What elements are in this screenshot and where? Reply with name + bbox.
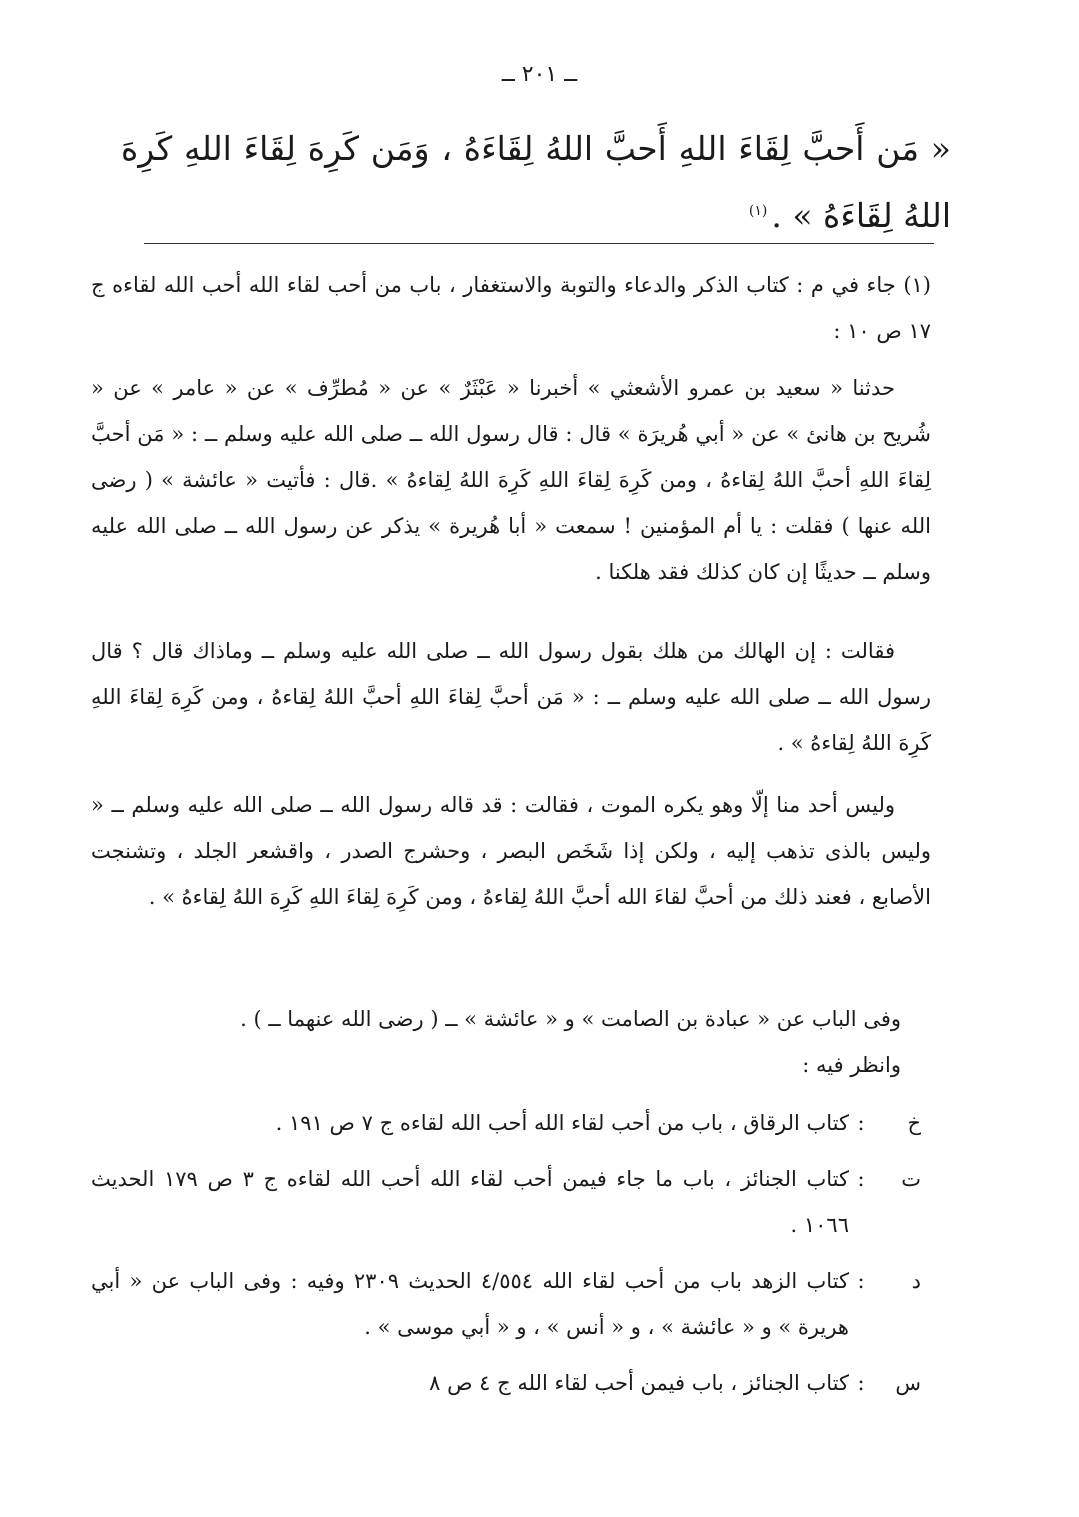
reference-separator: : bbox=[857, 1111, 865, 1135]
reference-list bbox=[91, 1100, 921, 1416]
reference-item bbox=[91, 1100, 921, 1146]
page-number: ــ ٢٠١ ــ bbox=[501, 62, 578, 87]
see-also-line-1: وفى الباب عن « عبادة بن الصامت » و « عائشة » ــ ( رضى الله عنهما ــ ) . bbox=[240, 1007, 901, 1031]
reference-separator: : bbox=[857, 1167, 865, 1191]
footnote-heading: (١) جاء في م : كتاب الذكر والدعاء والتوبة والاستغفار ، باب من أحب لقاء الله أحب الله لقاءه ج ١٧ ص ١٠ : bbox=[91, 273, 931, 343]
reference-text: كتاب الزهد باب من أحب لقاء الله ٤/٥٥٤ الحديث ٢٣٠٩ وفيه : وفى الباب عن « أبي هريرة » و « عائشة » ، و « أنس » ، و « أبي موسى » . bbox=[91, 1269, 849, 1339]
footnote-hadith-narration bbox=[91, 365, 931, 595]
reference-item bbox=[91, 1360, 921, 1406]
main-hadith-text bbox=[121, 118, 951, 247]
reference-code: س bbox=[895, 1371, 921, 1395]
reference-code: ت bbox=[901, 1167, 921, 1191]
footnote-divider bbox=[144, 243, 934, 244]
reference-item bbox=[91, 1156, 921, 1248]
reference-separator: : bbox=[857, 1371, 865, 1395]
footnote-see-also bbox=[101, 996, 901, 1088]
reference-text: كتاب الجنائز ، باب فيمن أحب لقاء الله ج ٤ ص ٨ bbox=[429, 1371, 849, 1395]
reference-separator: : bbox=[857, 1269, 865, 1293]
footnote-paragraph-3 bbox=[91, 782, 931, 920]
reference-text: كتاب الرقاق ، باب من أحب لقاء الله أحب الله لقاءه ج ٧ ص ١٩١ . bbox=[275, 1111, 849, 1135]
reference-code: خ bbox=[907, 1111, 921, 1135]
see-also-line-2: وانظر فيه : bbox=[802, 1053, 901, 1077]
footnote-hadith-text: حدثنا « سعيد بن عمرو الأشعثي » أخبرنا « عَبْثَرٌ » عن « مُطرِّف » عن « عامر » عن « شُريح بن هانئ » عن « أبي هُريرَة » قال : قال رسول الله ــ صلى الله عليه وسلم ــ : « مَن أحبَّ لِقاءَ اللهِ أحبَّ اللهُ لِقاءهُ ، ومن كَرِهَ لِقاءَ اللهِ كَرِهَ اللهُ لِقاءهُ » .قال : فأتيت « عائشة » ( رضى الله عنها ) فقلت : يا أم المؤمنين ! سمعت « أبا هُريرة » يذكر عن رسول الله ــ صلى الله عليه وسلم ــ حديثًا إن كان كذلك فقد هلكنا . bbox=[91, 376, 931, 584]
footnote-paragraph-3-text: وليس أحد منا إلّا وهو يكره الموت ، فقالت : قد قاله رسول الله ــ صلى الله عليه وسلم ــ « وليس بالذى تذهب إليه ، ولكن إذا شَخَص البصر ، وحشرج الصدر ، واقشعر الجلد ، وتشنجت الأصابع ، فعند ذلك من أحبَّ لقاءَ الله أحبَّ اللهُ لِقاءهُ ، ومن كَرِهَ لِقاءَ اللهِ كَرِهَ اللهُ لِقاءهُ » . bbox=[91, 793, 931, 909]
reference-item bbox=[91, 1258, 921, 1350]
footnote-paragraph-2 bbox=[91, 628, 931, 766]
reference-text: كتاب الجنائز ، باب ما جاء فيمن أحب لقاء الله أحب الله لقاءه ج ٣ ص ١٧٩ الحديث ١٠٦٦ . bbox=[91, 1167, 850, 1237]
reference-code: د bbox=[911, 1269, 921, 1293]
footnote-marker: (١) bbox=[748, 203, 768, 219]
footnote-paragraph-2-text: فقالت : إن الهالك من هلك بقول رسول الله ــ صلى الله عليه وسلم ــ وماذاك قال ؟ قال رسول الله ــ صلى الله عليه وسلم ــ : « مَن أحبَّ لِقاءَ اللهِ أحبَّ اللهُ لِقاءهُ ، ومن كَرِهَ لِقاءَ اللهِ كَرِهَ اللهُ لِقاءهُ » . bbox=[91, 639, 931, 755]
main-hadith: « مَن أَحبَّ لِقَاءَ اللهِ أَحبَّ اللهُ لِقَاءَهُ ، وَمَن كَرِهَ لِقَاءَ اللهِ كَرِهَ اللهُ لِقَاءَهُ » . bbox=[121, 129, 951, 235]
